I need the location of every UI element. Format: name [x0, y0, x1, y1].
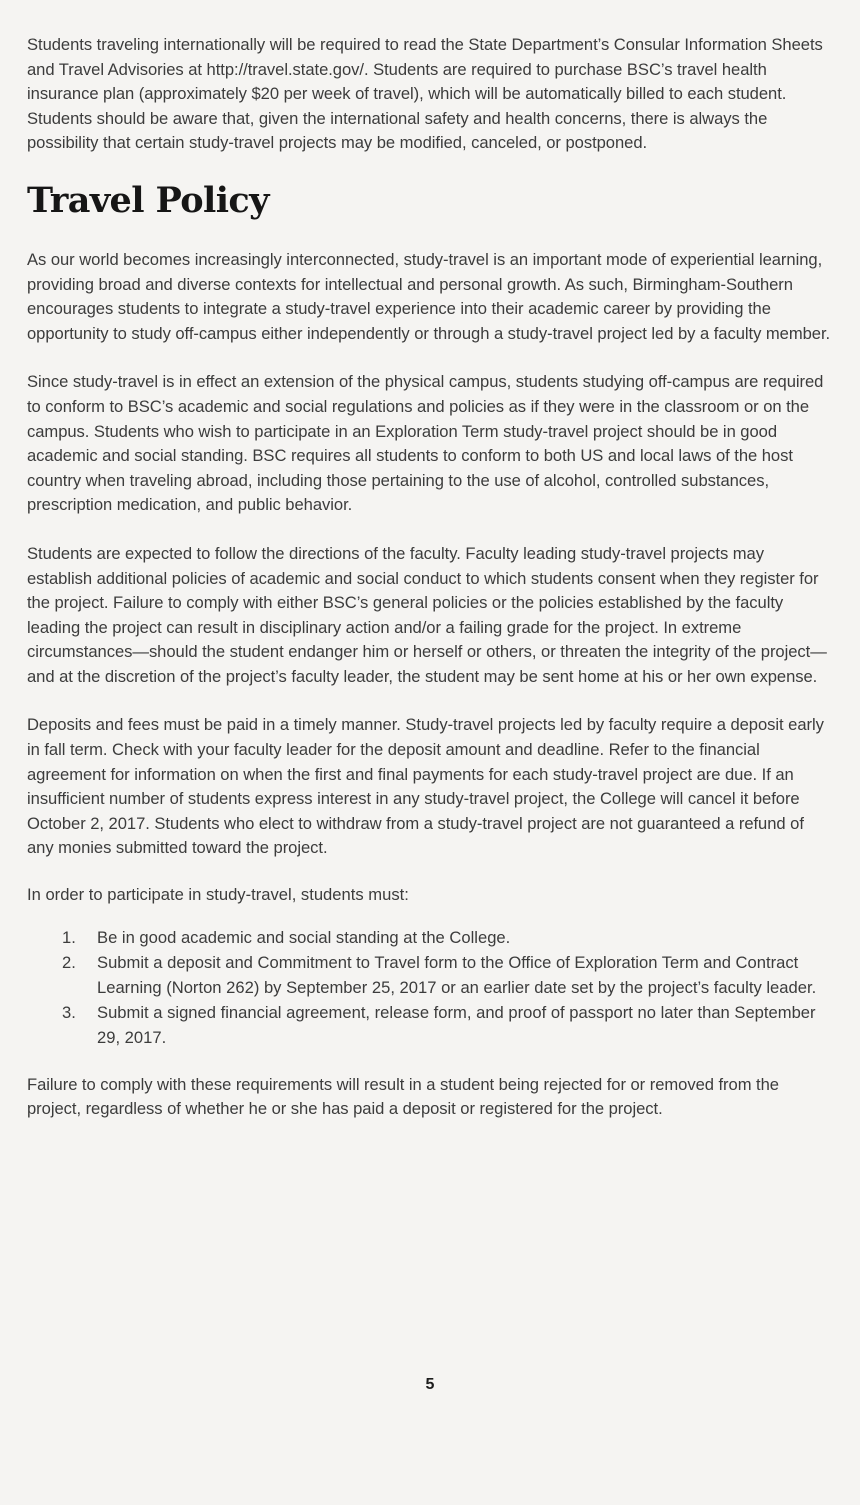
paragraph-interconnected-world: As our world becomes increasingly interconnected, study-travel is an important mode of experiential learning, providing broad and diverse contexts for intellectual and personal growth. As such, Birmingham-Southern encourages students to integrate a study-travel experience into their academic career by providing the opportunity to study off-campus either independently or through a study-travel project led by a faculty member.	[27, 249, 831, 343]
page-title: Travel Policy	[27, 179, 269, 221]
page-content	[27, 0, 833, 1122]
paragraph-failure-to-comply: Failure to comply with these requirements will result in a student being rejected for or removed from the project, regardless of whether he or she has paid a deposit or registered for the project.	[27, 1074, 779, 1119]
paragraph-campus-extension: Since study-travel is in effect an extension of the physical campus, students studying off-campus are required to conform to BSC’s academic and social regulations and policies as if they were in the classroom or on the campus. Students who wish to participate in an Exploration Term study-travel project should be in good academic and social standing. BSC requires all students to conform to both US and local laws of the host country when traveling abroad, including those pertaining to the use of alcohol, controlled substances, prescription medication, and public behavior.	[27, 372, 824, 515]
page-number: 5	[425, 1376, 435, 1393]
list-item: Be in good academic and social standing at the College.	[97, 927, 511, 947]
list-item: Submit a signed financial agreement, release form, and proof of passport no later than September 29, 2017.	[97, 1003, 816, 1047]
paragraph-deposits-and-fees: Deposits and fees must be paid in a timely manner. Study-travel projects led by faculty require a deposit early in fall term. Check with your faculty leader for the deposit amount and deadline. Refer to the financial agreement for information on when the first and final payments for each study-travel project are due. If an insufficient number of students express interest in any study-travel project, the College will cancel it before October 2, 2017. Students who elect to withdraw from a study-travel project are not guaranteed a refund of any monies submitted toward the project.	[27, 715, 824, 858]
paragraph-faculty-directions: Students are expected to follow the directions of the faculty. Faculty leading study-travel projects may establish additional policies of academic and social conduct to which students consent when they register for the project. Failure to comply with either BSC’s general policies or the policies established by the faculty leading the project can result in disciplinary action and/or a failing grade for the project. In extreme circumstances—should the student endanger him or herself or others, or threaten the integrity of the project—and at the discretion of the project’s faculty leader, the student may be sent home at his or her own expense.	[27, 543, 827, 686]
intro-paragraph: Students traveling internationally will be required to read the State Department’s Consular Information Sheets and Travel Advisories at http://travel.state.gov/. Students are required to purchase BSC’s travel health insurance plan (approximately $20 per week of travel), which will be automatically billed to each student. Students should be aware that, given the international safety and health concerns, there is always the possibility that certain study-travel projects may be modified, canceled, or postponed.	[27, 35, 823, 153]
requirements-list-intro: In order to participate in study-travel, students must:	[27, 885, 409, 905]
requirements-list	[27, 926, 833, 1051]
list-item: Submit a deposit and Commitment to Travel form to the Office of Exploration Term and Contract Learning (Norton 262) by September 25, 2017 or an earlier date set by the project’s faculty leader.	[97, 953, 817, 997]
